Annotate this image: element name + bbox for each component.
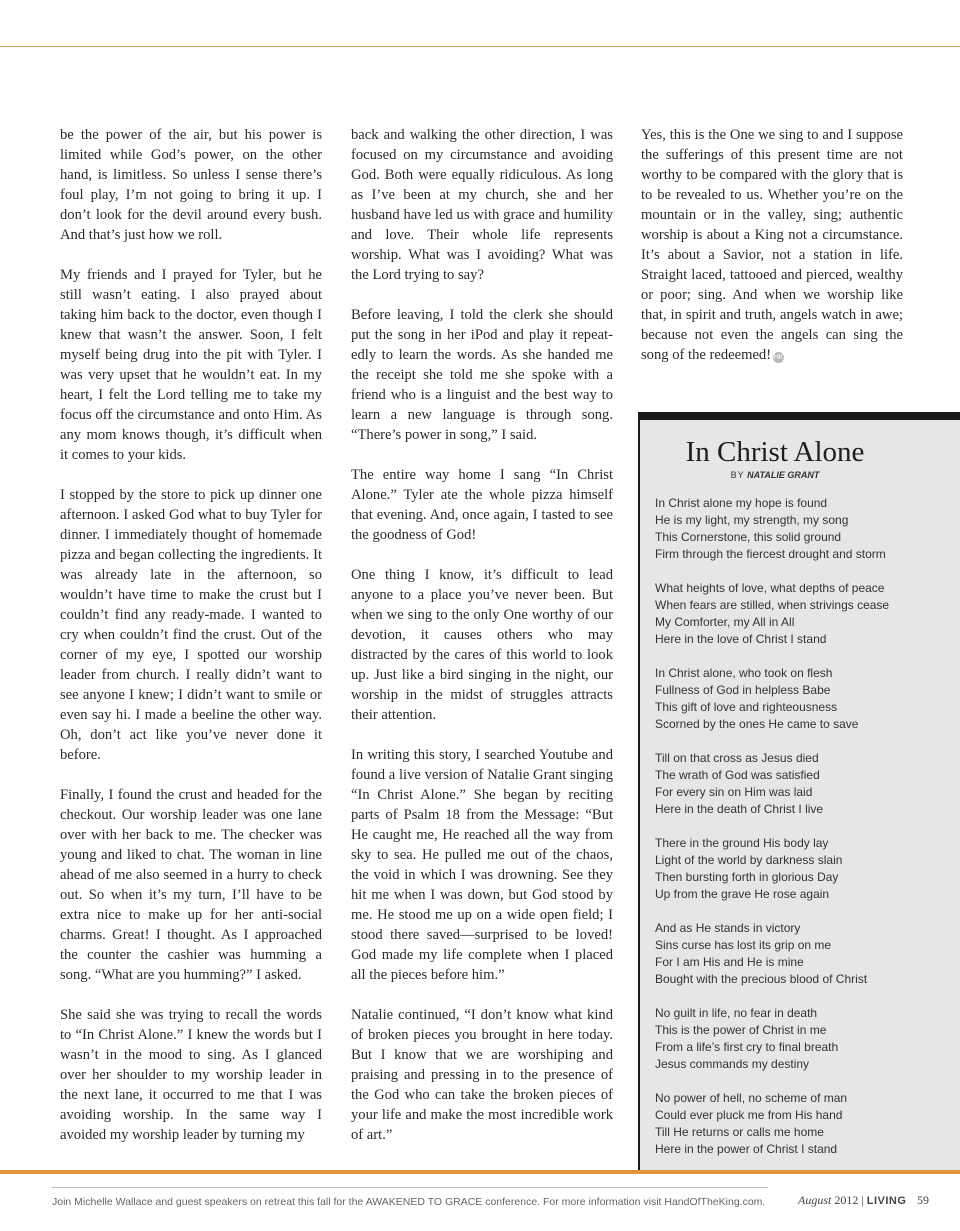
- top-rule: [0, 46, 960, 47]
- lyric-line: No guilt in life, no fear in death: [655, 1006, 818, 1020]
- lyrics-stanza: [655, 1005, 955, 1073]
- lyric-line: For every sin on Him was laid: [655, 785, 813, 799]
- page-number: 59: [917, 1193, 929, 1207]
- lyric-line: Till on that cross as Jesus died: [655, 751, 819, 765]
- paragraph-text: Yes, this is the One we sing to and I suppose the sufferings of this present time are not worthy to be compared with the glory that is to be revealed to us. Whether you’re on the mountain or in the valley, sing; authentic worship is about a King not a circumstance. It’s about a Savior, not a station in life. Straight laced, tattooed and pierced, wealthy or poor; sing. And when we worship like that, in spirit and truth, angels watch in awe; because not even the angels can sing the song of the redeemed!: [641, 127, 903, 363]
- article-column-3: [641, 125, 903, 385]
- paragraph: be the power of the air, but his power is limited while God’s power, on the other hand, is limitless. So unless I sense there’s foul play, I’m not going to bring it up. I don’t look for the devil around every bush. And that’s just how we roll.: [60, 127, 322, 243]
- paragraph: [641, 125, 903, 365]
- lyric-line: Here in the love of Christ I stand: [655, 632, 827, 646]
- lyrics-stanza: [655, 920, 955, 988]
- paragraph: She said she was trying to recall the words to “In Christ Alone.” I knew the words but I wasn’t in the mood to sing. As I glanced over her shoulder to my worship leader in the next lane, it occurred to me that I was avoiding worship. In the same way I avoided my worship leader by turning my: [60, 1007, 322, 1143]
- lyrics-stanza: [655, 750, 955, 818]
- paragraph: Before leaving, I told the clerk she should put the song in her iPod and play it repeatedly to learn the words. As she handed me the receipt she told me she spoke with a friend who is a linguist and the best way to learn a new language is through song. “There’s power in song,” I said.: [351, 307, 613, 443]
- issue-label: [798, 1193, 906, 1208]
- lyric-line: No power of hell, no scheme of man: [655, 1091, 848, 1105]
- lyric-line: Till He returns or calls me home: [655, 1125, 824, 1139]
- lyric-line: From a life’s first cry to final breath: [655, 1040, 839, 1054]
- lyrics-stanza: [655, 495, 955, 563]
- section-name: LIVING: [866, 1195, 907, 1207]
- issue-separator: |: [861, 1193, 864, 1207]
- paragraph: Finally, I found the crust and headed for the checkout. Our worship leader was one lane over with her back to me. The checker was young and liked to chat. The woman in line ahead of me also seemed in a hurry to check out. So when it’s my turn, I’ll have to be extra nice to make up for her anti-social charms. Great! I thought. As I approached the counter the cashier was humming a song. “What are you humming?” I asked.: [60, 787, 322, 983]
- footer-rule: [52, 1187, 768, 1188]
- lyric-line: Here in the power of Christ I stand: [655, 1142, 838, 1156]
- lyrics-stanza: [655, 580, 955, 648]
- lyric-line: He is my light, my strength, my song: [655, 513, 849, 527]
- lyric-line: In Christ alone my hope is found: [655, 496, 828, 510]
- byline-by: BY: [730, 470, 745, 480]
- paragraph: I stopped by the store to pick up dinner one afternoon. I asked God what to buy Tyler for dinner. I immediately thought of homemade pizza and began collecting the ingredients. It was already late in the afternoon, so wouldn’t have time to make the crust but I couldn’t find any ready-made. I wanted to cry when couldn’t find the crust. Out of the corner of my eye, I spotted our worship leader from church. I really didn’t want to see anyone I knew; I didn’t want to smile or even say hi. I made a beeline the other way. Oh, don’t act like you’ve never done it before.: [60, 487, 322, 763]
- lyric-line: What heights of love, what depths of peace: [655, 581, 885, 595]
- lyric-line: When fears are stilled, when strivings cease: [655, 598, 890, 612]
- lyric-line: The wrath of God was satisfied: [655, 768, 820, 782]
- lyric-line: There in the ground His body lay: [655, 836, 829, 850]
- lyric-line: This gift of love and righteousness: [655, 700, 838, 714]
- sidebar-byline: [640, 470, 910, 480]
- lyric-line: Firm through the fiercest drought and storm: [655, 547, 886, 561]
- lyric-line: My Comforter, my All in All: [655, 615, 795, 629]
- lyric-line: Light of the world by darkness slain: [655, 853, 843, 867]
- lyric-line: In Christ alone, who took on flesh: [655, 666, 833, 680]
- paragraph: Natalie continued, “I don’t know what kind of broken pieces you brought in here today. But I know that we are worshiping and praising and pressing in to the presence of the God who can take the broken pieces of your life and make the most incredible work of art.”: [351, 1007, 613, 1143]
- lyrics: [655, 495, 955, 1175]
- lyric-line: This is the power of Christ in me: [655, 1023, 827, 1037]
- sidebar-title: In Christ Alone: [685, 436, 865, 468]
- lyric-line: And as He stands in victory: [655, 921, 801, 935]
- end-mark-icon: HK: [773, 354, 784, 361]
- article-column-1: [60, 125, 322, 1165]
- lyric-line: For I am His and He is mine: [655, 955, 804, 969]
- lyric-line: Then bursting forth in glorious Day: [655, 870, 839, 884]
- article-column-2: [351, 125, 613, 1165]
- paragraph: In writing this story, I searched Youtube and found a live version of Natalie Grant singing “In Christ Alone.” She began by reciting parts of Psalm 18 from the Message: “But He caught me, He reached all the way from sky to sea. He pulled me out of the chaos, the void in which I was drowning. See they hit me when I was down, but God stood by me. He stood me up on a wide open field; I stood there saved—surprised to be loved! God made my life complete when I placed all the pieces before him.”: [351, 747, 613, 983]
- lyrics-stanza: [655, 665, 955, 733]
- lyric-line: Scorned by the ones He came to save: [655, 717, 859, 731]
- issue-year: 2012: [834, 1193, 859, 1207]
- lyrics-stanza: [655, 835, 955, 903]
- footer-note: Join Michelle Wallace and guest speakers on retreat this fall for the AWAKENED TO GRACE conference. For more information visit HandOfTheKing.com.: [52, 1196, 766, 1208]
- lyric-line: Here in the death of Christ I live: [655, 802, 824, 816]
- paragraph: One thing I know, it’s difficult to lead anyone to a place you’ve never been. But when we sing to the only One worthy of our devotion, it causes others who may distracted by the cares of this world to look up. Just like a bird singing in the night, our worship in the midst of struggles attracts their attention.: [351, 567, 613, 723]
- lyric-line: Fullness of God in helpless Babe: [655, 683, 831, 697]
- paragraph: The entire way home I sang “In Christ Alone.” Tyler ate the whole pizza himself that evening. And, once again, I tasted to see the goodness of God!: [351, 467, 613, 543]
- issue-month: August: [798, 1193, 832, 1207]
- lyric-line: This Cornerstone, this solid ground: [655, 530, 842, 544]
- lyric-line: Up from the grave He rose again: [655, 887, 830, 901]
- lyric-line: Could ever pluck me from His hand: [655, 1108, 843, 1122]
- lyrics-sidebar: [638, 412, 960, 1170]
- paragraph: My friends and I prayed for Tyler, but he still wasn’t eating. I also prayed about taking him back to the doctor, even though I knew that wasn’t the answer. Soon, I felt myself being drug into the pit with Tyler. I was very upset that he wouldn’t eat. In my heart, I felt the Lord telling me to take my focus off the circumstance and onto Him. As any mom knows though, it’s difficult when it comes to your kids.: [60, 267, 322, 463]
- paragraph: back and walking the other direction, I was focused on my circumstance and avoiding God. Both were equally ridiculous. As long as I’ve been at my church, she and her husband have led us with grace and humility and love. Their whole life represents worship. What was I avoiding? What was the Lord trying to say?: [351, 127, 613, 283]
- lyrics-stanza: [655, 1090, 955, 1158]
- byline-author: NATALIE GRANT: [747, 470, 820, 480]
- lyric-line: Jesus commands my destiny: [655, 1057, 810, 1071]
- lyric-line: Bought with the precious blood of Christ: [655, 972, 868, 986]
- lyric-line: Sins curse has lost its grip on me: [655, 938, 832, 952]
- bottom-rule: [0, 1170, 960, 1174]
